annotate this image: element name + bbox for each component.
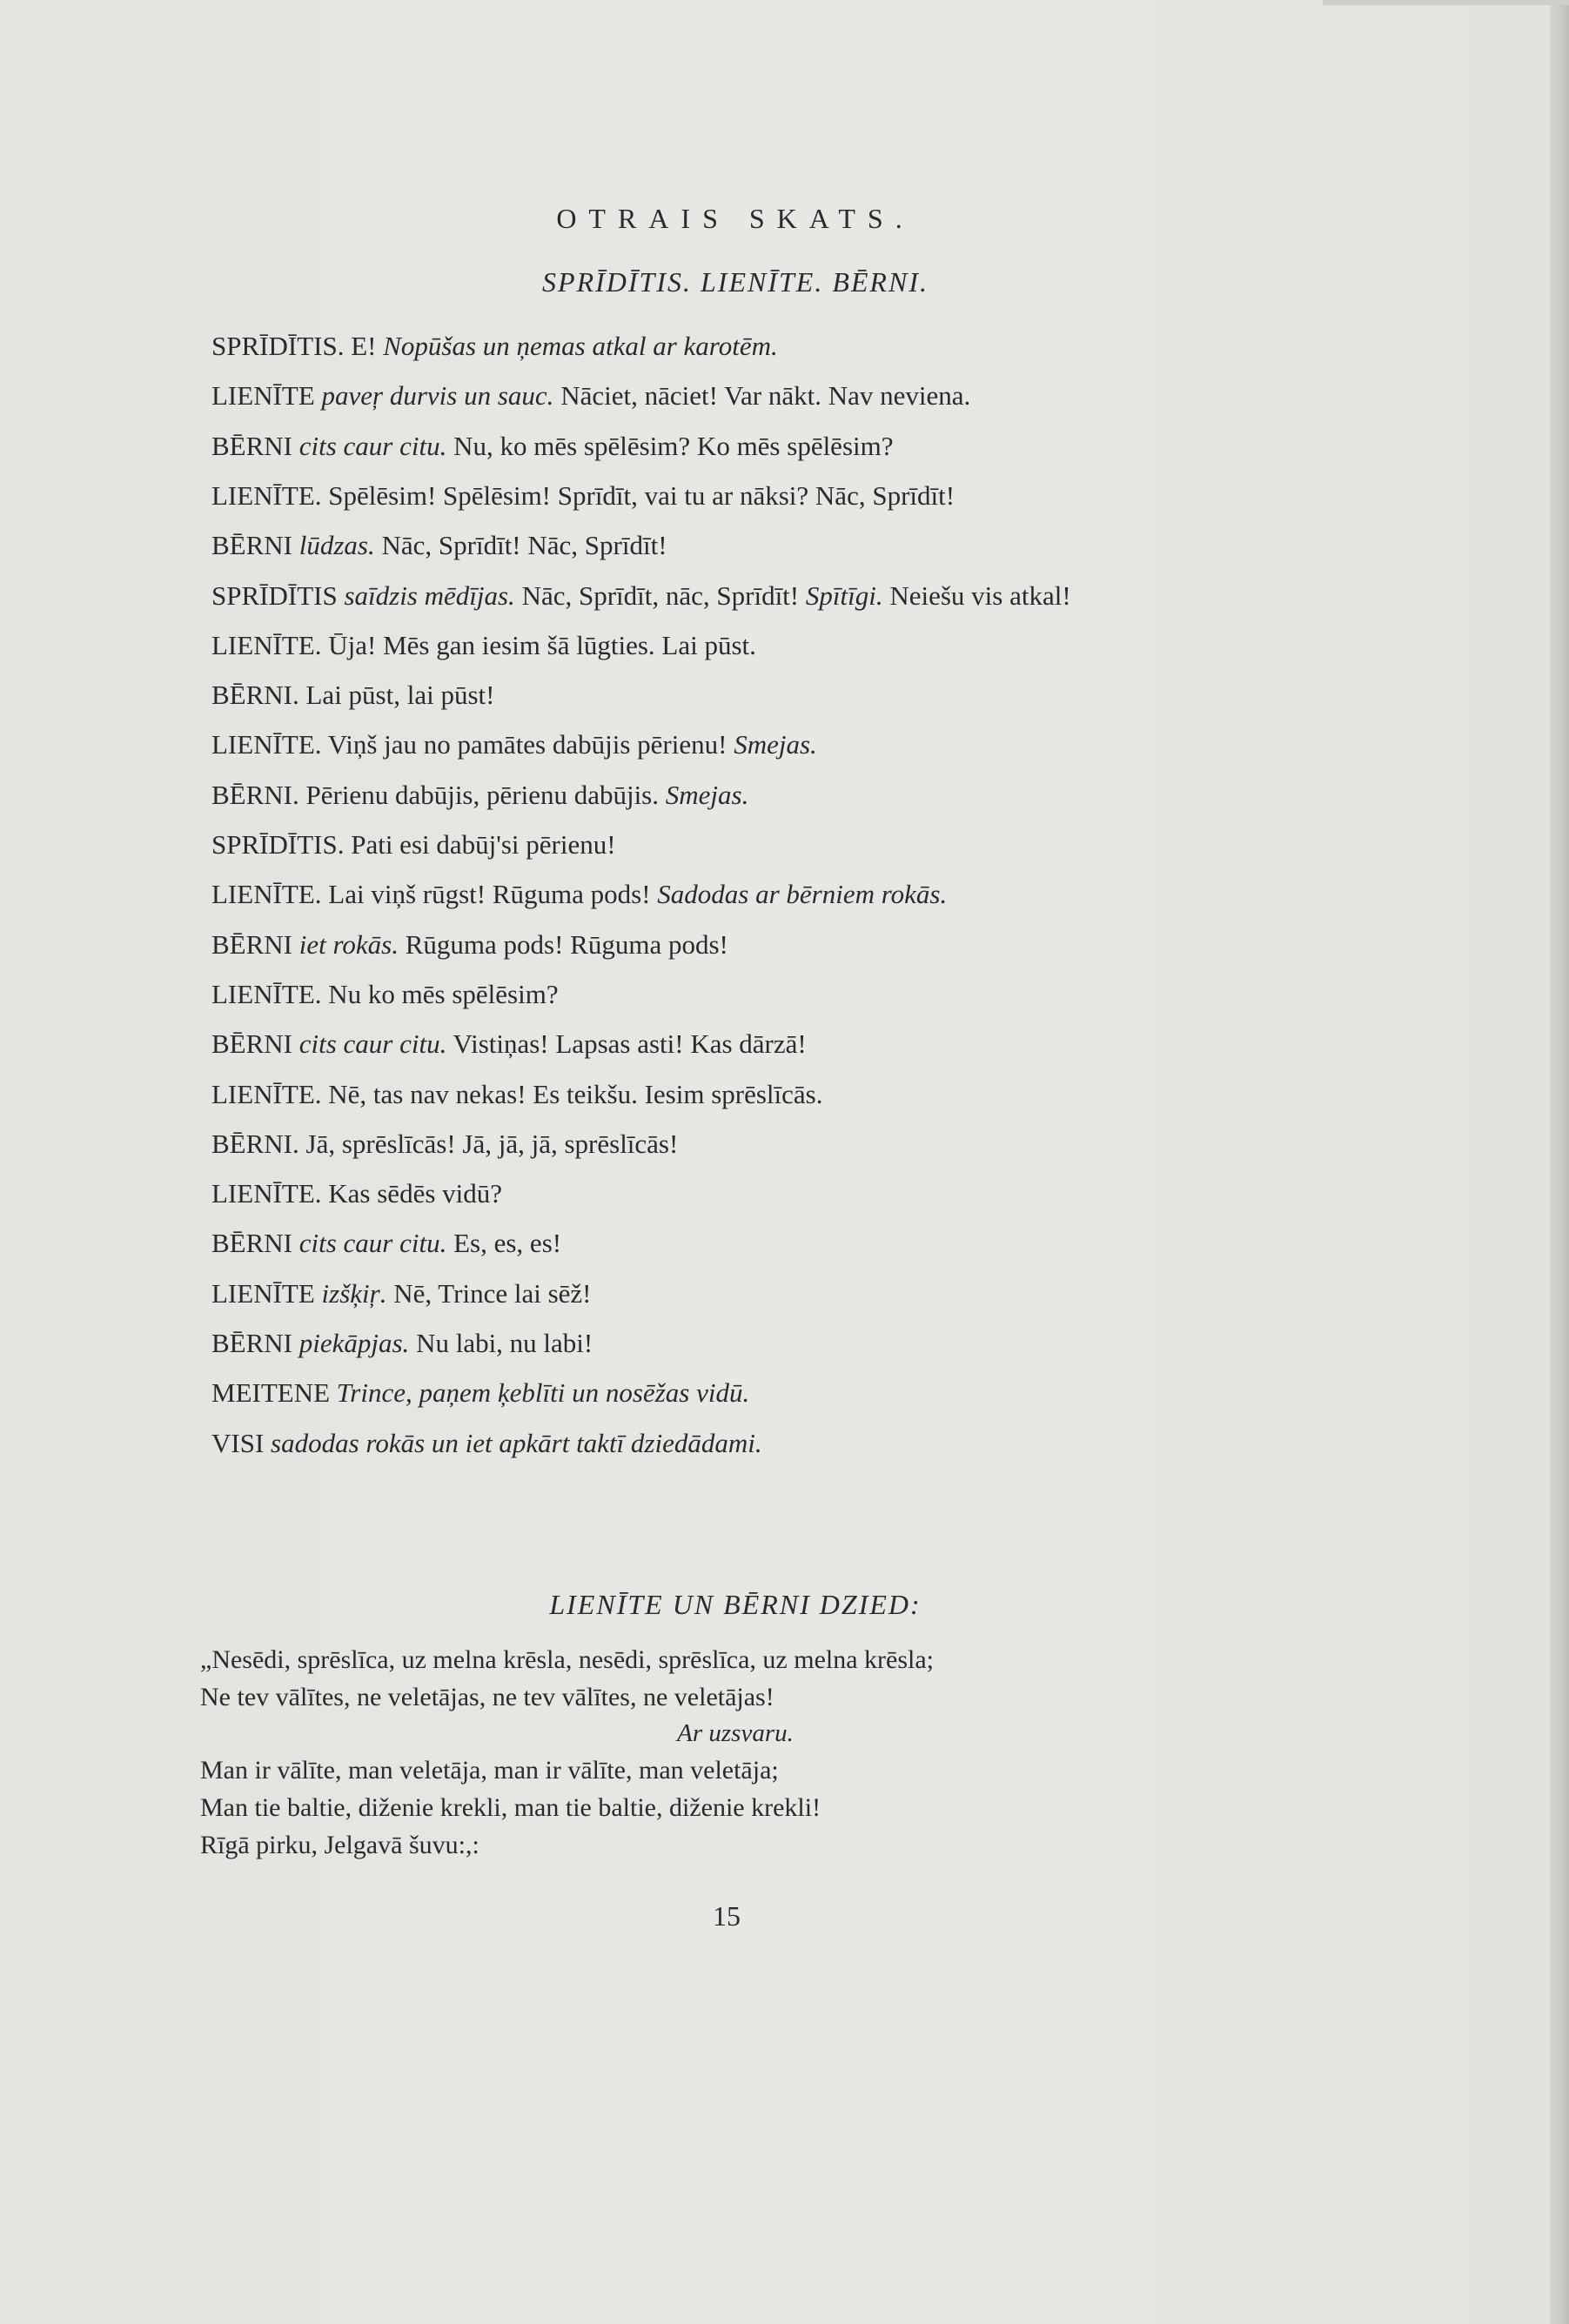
dialogue-line	[211, 1081, 822, 1108]
stage-direction: Sadodas ar bērniem rokās.	[657, 879, 948, 909]
spoken-text: Nu labi, nu labi!	[409, 1328, 593, 1358]
dialogue-line	[211, 382, 970, 409]
dialogue-line	[211, 931, 728, 958]
dialogue-line	[211, 482, 955, 509]
speaker-name: LIENĪTE.	[211, 979, 322, 1009]
spoken-text: Nu, ko mēs spēlēsim? Ko mēs spēlēsim?	[446, 431, 894, 461]
speaker-name: BĒRNI	[211, 530, 292, 560]
spoken-text: Neiešu vis atkal!	[882, 580, 1071, 611]
speaker-name: SPRĪDĪTIS.	[211, 331, 345, 361]
stage-direction: cits caur citu.	[298, 431, 447, 461]
speaker-name: SPRĪDĪTIS.	[211, 829, 345, 860]
spoken-text: Nāciet, nāciet! Var nākt. Nav neviena.	[553, 380, 971, 411]
song-line: Rīgā pirku, Jelgavā šuvu:,:	[200, 1831, 479, 1859]
dialogue-line	[211, 1280, 592, 1307]
stage-direction: Smejas.	[734, 729, 817, 760]
spoken-text: Es, es, es!	[446, 1228, 562, 1258]
cast-list: SPRĪDĪTIS. LIENĪTE. BĒRNI.	[542, 266, 929, 298]
scene-title: OTRAIS SKATS.	[556, 203, 915, 234]
dialogue-line	[211, 731, 817, 758]
speaker-name: BĒRNI	[211, 431, 292, 461]
stage-direction: Trince, paņem ķeblīti un nosēžas vidū.	[336, 1377, 750, 1408]
speaker-name: BĒRNI	[211, 929, 292, 960]
stage-direction: cits caur citu.	[298, 1028, 447, 1059]
speaker-name: LIENĪTE.	[211, 480, 322, 511]
speaker-name: BĒRNI	[211, 1228, 292, 1258]
spoken-text: Nē, tas nav nekas! Es teikšu. Iesim sprēslīcās.	[328, 1079, 823, 1109]
dialogue-line	[211, 1379, 749, 1406]
speaker-name: VISI	[211, 1428, 265, 1458]
dialogue-line	[211, 831, 616, 858]
stage-direction: sadodas rokās un iet apkārt taktī dziedādami.	[271, 1428, 762, 1458]
dialogue-line	[211, 332, 778, 359]
spoken-text: Ūja! Mēs gan iesim šā lūgties. Lai pūst.	[328, 630, 756, 660]
stage-direction: iet rokās.	[298, 929, 399, 960]
spoken-text: Lai viņš rūgst! Rūguma pods!	[328, 879, 658, 909]
speaker-name: LIENĪTE.	[211, 729, 322, 760]
spoken-text: Pērienu dabūjis, pērienu dabūjis.	[305, 780, 666, 810]
stage-direction: lūdzas.	[298, 530, 375, 560]
dialogue-line	[211, 632, 756, 659]
dialogue-line	[211, 1329, 593, 1356]
spoken-text: Viņš jau no pamātes dabūjis pērienu!	[327, 729, 734, 760]
dialogue-line	[211, 532, 667, 559]
dialogue-line	[211, 881, 947, 907]
speaker-name: LIENĪTE	[211, 380, 315, 411]
dialogue-line	[211, 981, 559, 1008]
speaker-name: SPRĪDĪTIS	[211, 580, 338, 611]
page-number: 15	[713, 1900, 741, 1932]
stage-direction: paveŗ durvis un sauc.	[321, 380, 554, 411]
stage-direction: izšķiŗ.	[321, 1278, 387, 1309]
dialogue-line	[211, 432, 894, 459]
dialogue-line	[211, 1030, 807, 1057]
spoken-text: Jā, sprēslīcās! Jā, jā, jā, sprēslīcās!	[305, 1129, 679, 1159]
speaker-name: BĒRNI	[211, 1328, 292, 1358]
speaker-name: BĒRNI.	[211, 1129, 299, 1159]
spoken-text: E!	[351, 331, 384, 361]
speaker-name: BĒRNI.	[211, 680, 299, 710]
spoken-text: Vistiņas! Lapsas asti! Kas dārzā!	[446, 1028, 807, 1059]
dialogue-line	[211, 1180, 502, 1207]
page-edge-shadow	[1550, 0, 1569, 2324]
stage-direction: saīdzis mēdījas.	[344, 580, 515, 611]
song-line: Man tie baltie, diženie krekli, man tie baltie, diženie krekli!	[200, 1793, 821, 1822]
spoken-text: Nāc, Sprīdīt! Nāc, Sprīdīt!	[374, 530, 667, 560]
dialogue-line	[211, 681, 494, 708]
dialogue-line	[211, 781, 748, 808]
spoken-text: Nu ko mēs spēlēsim?	[328, 979, 559, 1009]
song-note: Ar uzsvaru.	[677, 1719, 794, 1747]
song-line: Man ir vālīte, man veletāja, man ir vālīte, man veletāja;	[200, 1756, 779, 1785]
dialogue-line	[211, 1430, 762, 1457]
speaker-name: LIENĪTE.	[211, 630, 322, 660]
dialogue-line	[211, 1130, 678, 1157]
speaker-name: LIENĪTE.	[211, 1178, 322, 1209]
stage-direction: piekāpjas.	[298, 1328, 410, 1358]
speaker-name: BĒRNI	[211, 1028, 292, 1059]
page-top-shadow	[1323, 0, 1569, 5]
spoken-text: Lai pūst, lai pūst!	[305, 680, 495, 710]
spoken-text: Rūguma pods! Rūguma pods!	[398, 929, 728, 960]
speaker-name: BĒRNI.	[211, 780, 299, 810]
stage-direction: Spītīgi.	[805, 580, 883, 611]
speaker-name: LIENĪTE.	[211, 1079, 322, 1109]
song-line: „Nesēdi, sprēslīca, uz melna krēsla, nesēdi, sprēslīca, uz melna krēsla;	[200, 1645, 935, 1674]
song-heading: LIENĪTE UN BĒRNI DZIED:	[549, 1589, 922, 1620]
spoken-text: Spēlēsim! Spēlēsim! Sprīdīt, vai tu ar nāksi? Nāc, Sprīdīt!	[328, 480, 955, 511]
stage-direction: Smejas.	[665, 780, 749, 810]
spoken-text: Nāc, Sprīdīt, nāc, Sprīdīt!	[514, 580, 806, 611]
speaker-name: LIENĪTE.	[211, 879, 322, 909]
dialogue-line	[211, 1229, 561, 1256]
dialogue-line	[211, 582, 1071, 609]
speaker-name: LIENĪTE	[211, 1278, 315, 1309]
song-line: Ne tev vālītes, ne veletājas, ne tev vālītes, ne veletājas!	[200, 1683, 774, 1711]
stage-direction: cits caur citu.	[298, 1228, 447, 1258]
speaker-name: MEITENE	[211, 1377, 331, 1408]
spoken-text: Kas sēdēs vidū?	[328, 1178, 503, 1209]
spoken-text: Pati esi dabūj'si pērienu!	[351, 829, 616, 860]
stage-direction: Nopūšas un ņemas atkal ar karotēm.	[383, 331, 778, 361]
spoken-text: Nē, Trince lai sēž!	[386, 1278, 592, 1309]
